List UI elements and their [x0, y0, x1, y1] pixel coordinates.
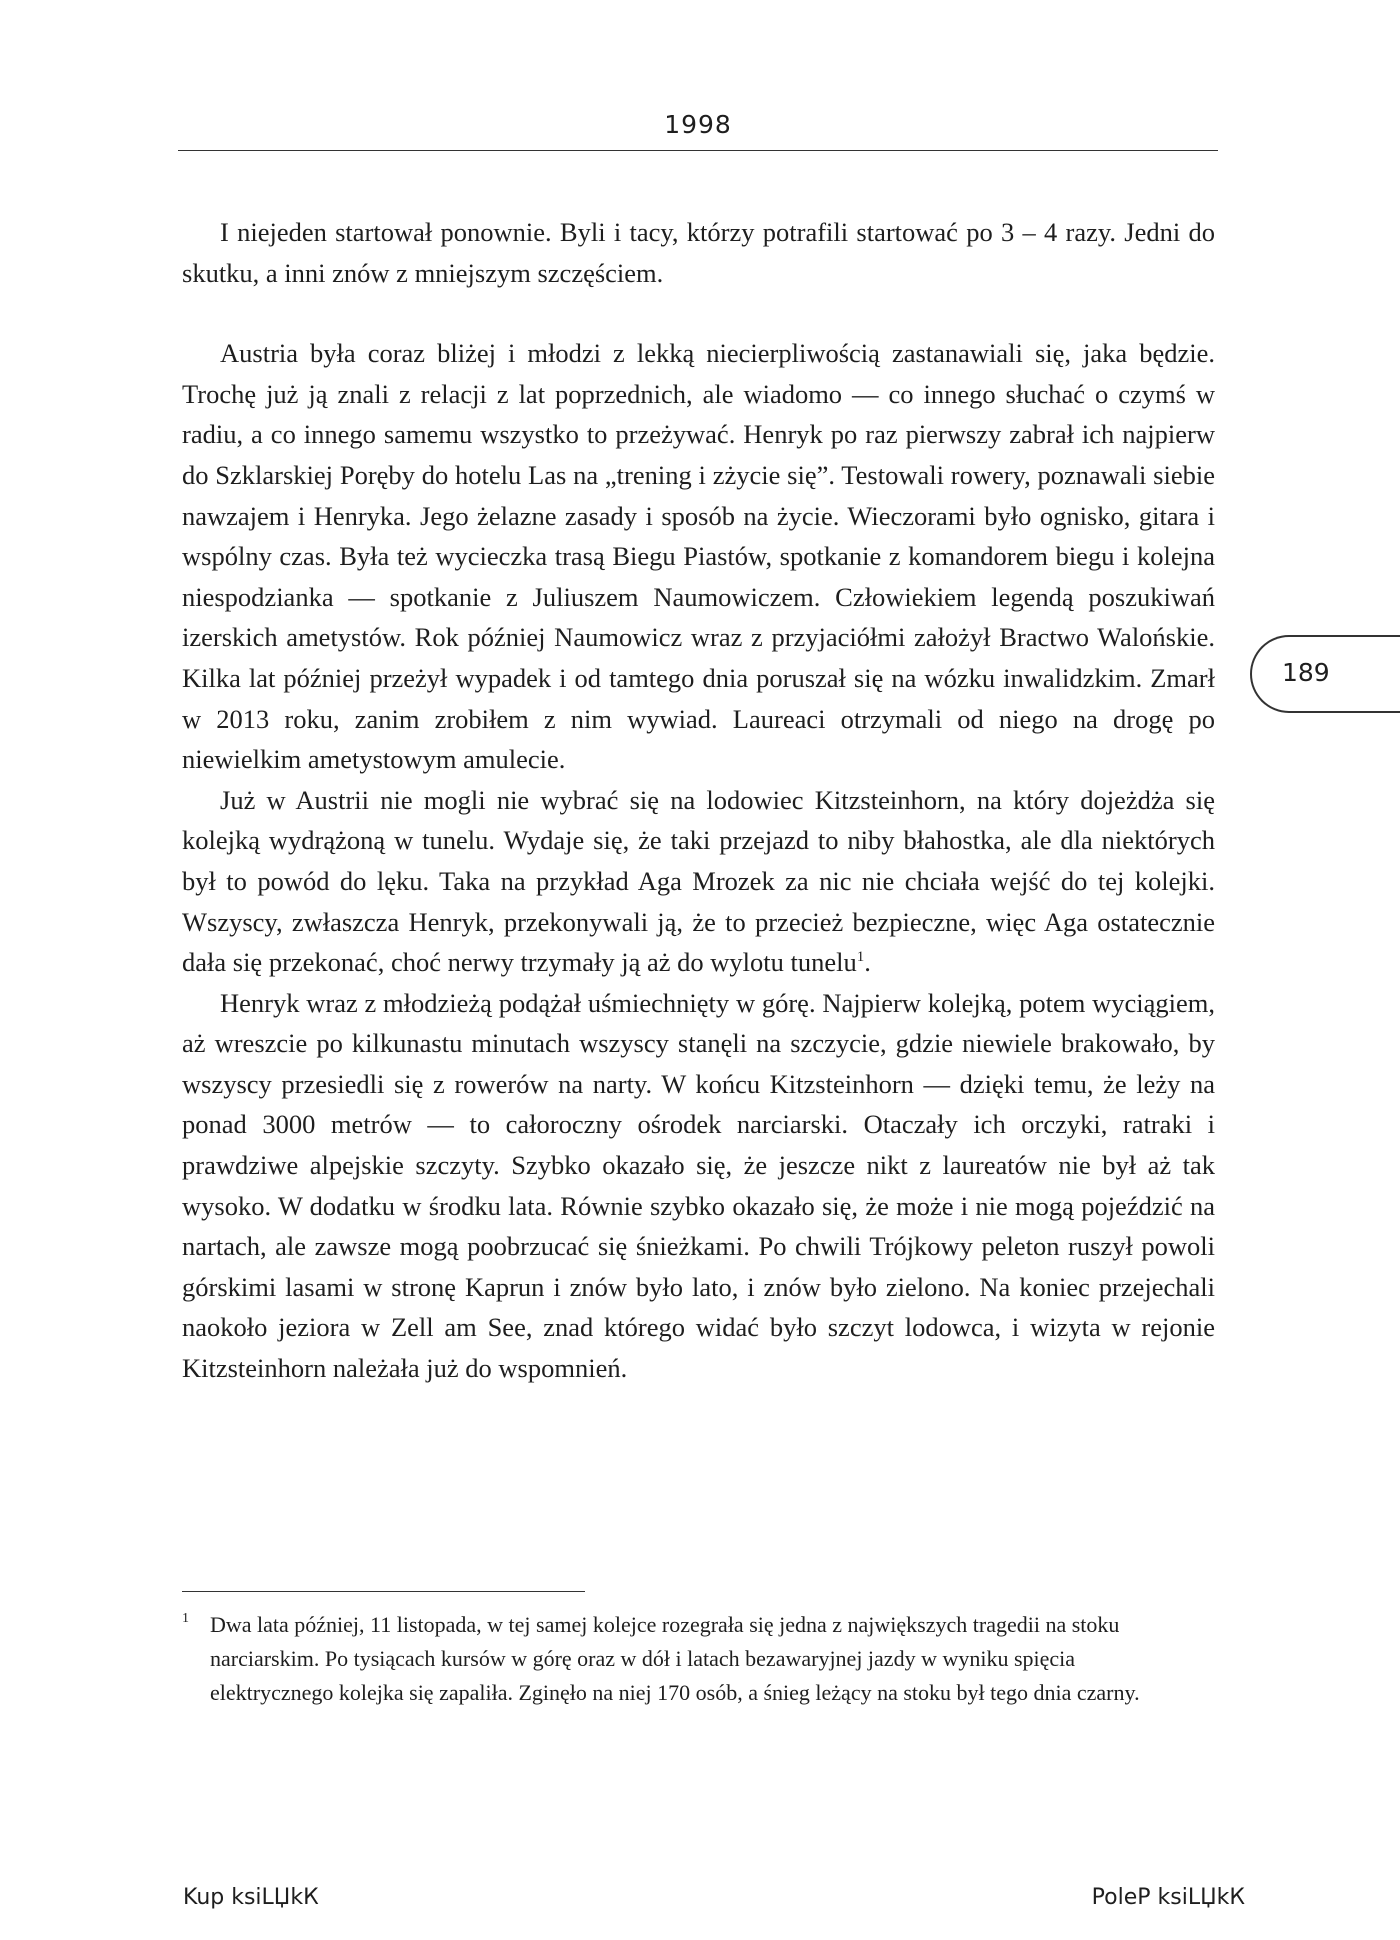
- paragraph: Henryk wraz z młodzieżą podążał uśmiechnięty w górę. Najpierw kolejką, potem wyciągiem, aż wreszcie po kilkunastu minutach wszyscy stanęli na szczycie, gdzie niewiele brakowało, by wszyscy przesiedli się z rowerów na narty. W końcu Kitzsteinhorn — dzięki temu, że leży na ponad 3000 metrów — to całoroczny ośrodek narciarski. Otaczały ich orczyki, ratraki i prawdziwe alpejskie szczyty. Szybko okazało się, że jeszcze nikt z laureatów nie był aż tak wysoko. W dodatku w środku lata. Równie szybko okazało się, że może i nie mogą pojeździć na nartach, ale zawsze mogą poobrzucać się śnieżkami. Po chwili Trójkowy peleton ruszył powoli górskimi lasami w stronę Kaprun i znów było lato, i znów było zielono. Na koniec przejechali naokoło jeziora w Zell am See, znad którego widać było szczyt lodowca, i wizyta w rejonie Kitzsteinhorn należała już do wspomnień.: [182, 987, 1215, 1384]
- body-text: [182, 212, 1215, 1389]
- buy-book-link[interactable]: Kup ksiLЏkК: [183, 1885, 319, 1910]
- paragraph-end: .: [864, 947, 871, 978]
- paragraph: Austria była coraz bliżej i młodzi z lekką niecierpliwością zastanawiali się, jaka będzie. Trochę już ją znali z relacji z lat poprzednich, ale wiadomo — co innego słuchać o czymś w radiu, a co innego samemu wszystko to przeżywać. Henryk po raz pierwszy zabrał ich najpierw do Szklarskiej Poręby do hotelu Las na „trening i zżycie się”. Testowali rowery, poznawali siebie nawzajem i Henryka. Jego żelazne zasady i sposób na życie. Wieczorami było ognisko, gitara i wspólny czas. Była też wycieczka trasą Biegu Piastów, spotkanie z komandorem biegu i kolejna niespodzianka — spotkanie z Juliuszem Naumowiczem. Człowiekiem legendą poszukiwań izerskich ametystów. Rok później Naumowicz wraz z przyjaciółmi założył Bractwo Walońskie. Kilka lat później przeżył wypadek i od tamtego dnia poruszał się na wózku inwalidzkim. Zmarł w 2013 roku, zanim zrobiłem z nim wywiad. Laureaci otrzymali od niego na drogę po niewielkim ametystowym amulecie.: [182, 338, 1215, 775]
- paragraph-text: Już w Austrii nie mogli nie wybrać się na lodowiec Kitzsteinhorn, na który dojeżdża się kolejką wydrążoną w tunelu. Wydaje się, że taki przejazd to niby błahostka, ale dla niektórych był to powód do lęku. Taka na przykład Aga Mrozek za nic nie chciała wejść do tej kolejki. Wszyscy, zwłaszcza Henryk, przekonywali ją, że to przecież bezpieczne, więc Aga ostatecznie dała się przekonać, choć nerwy trzymały ją aż do wylotu tunelu: [182, 784, 1215, 978]
- header-rule: [178, 150, 1218, 151]
- paragraph: [182, 780, 1215, 983]
- running-header: 1998: [664, 110, 732, 139]
- page-number: 189: [1282, 658, 1330, 687]
- footnote-mark: 1: [182, 1611, 189, 1626]
- footnote-text: Dwa lata później, 11 listopada, w tej samej kolejce rozegrała się jedna z największych tragedii na stoku narciarskim. Po tysiącach kursów w górę oraz w dół i latach bezawaryjnej jazdy w wyniku spięcia elektrycznego kolejka się zapaliła. Zginęło na niej 170 osób, a śnieg leżący na stoku był tego dnia czarny.: [210, 1612, 1140, 1705]
- paragraph: I niejeden startował ponownie. Byli i tacy, którzy potrafili startować po 3 – 4 razy. Jedni do skutku, a inni znów z mniejszym szczęściem.: [182, 217, 1215, 288]
- recommend-book-link[interactable]: PoleР ksiLЏkК: [1091, 1885, 1245, 1910]
- footnote-reference[interactable]: 1: [856, 949, 865, 966]
- footnote: [182, 1608, 1182, 1710]
- footnote-rule: [182, 1591, 585, 1592]
